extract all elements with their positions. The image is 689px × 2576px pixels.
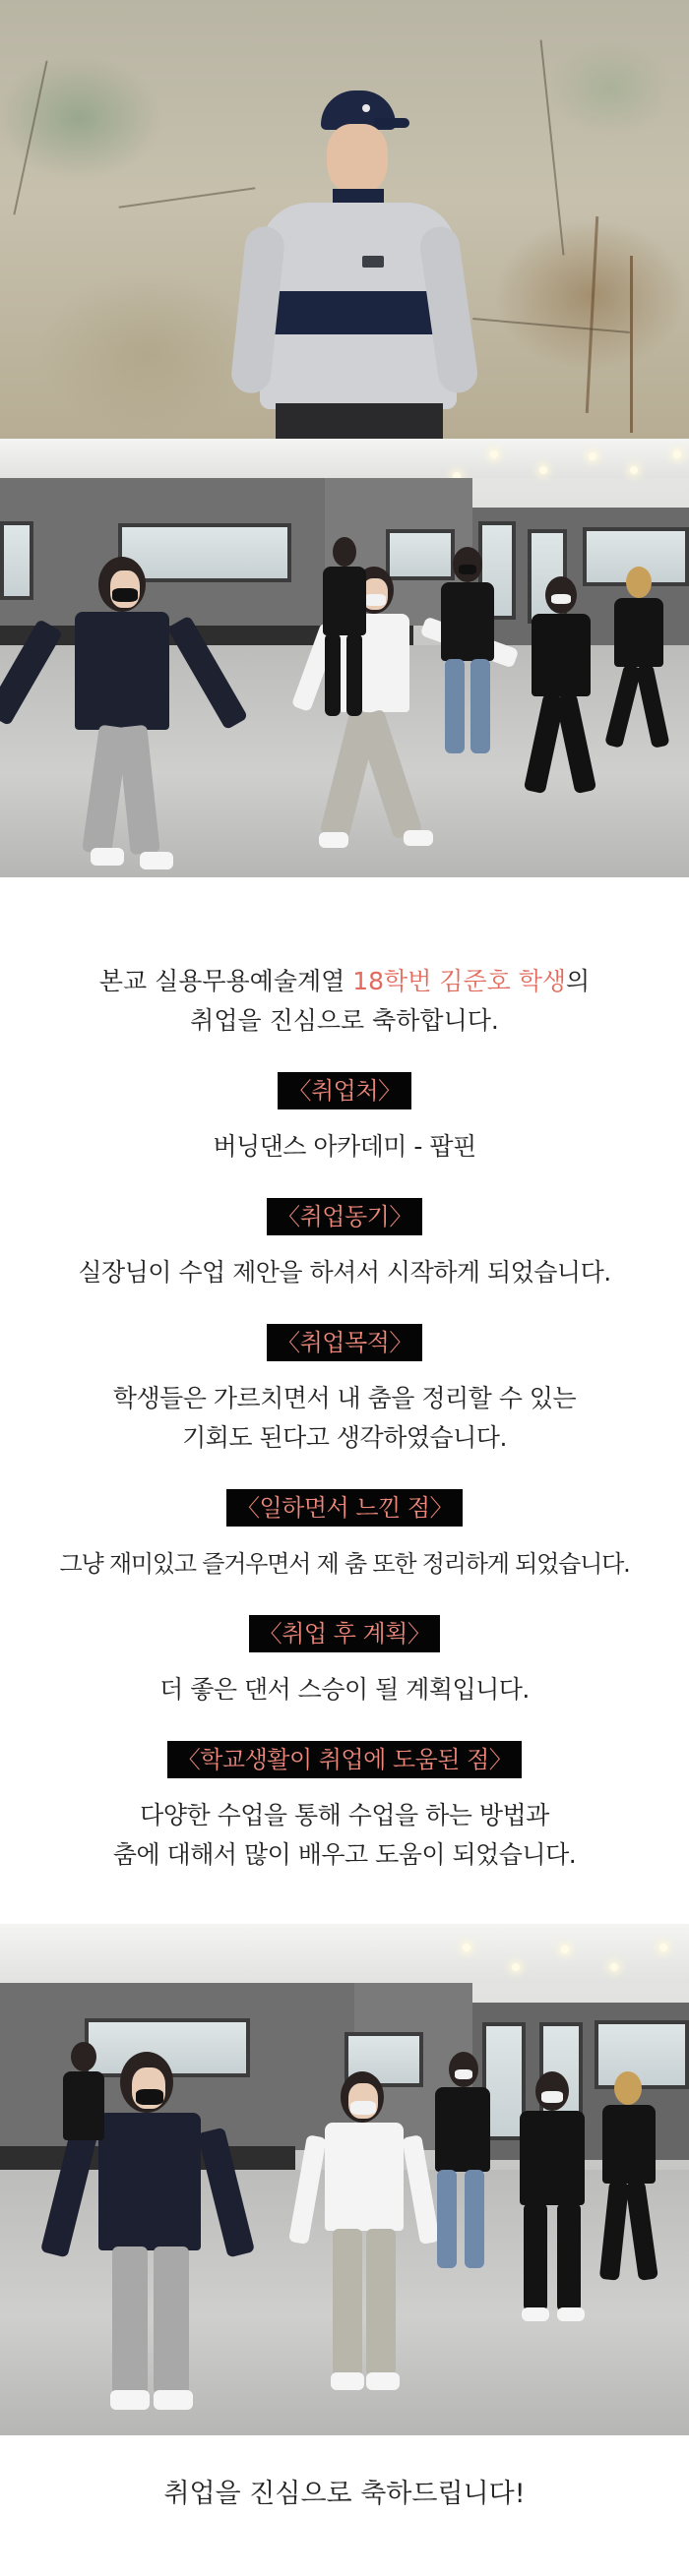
section-motivation bbox=[20, 1198, 669, 1292]
intro-text: 본교 실용무용예술계열 18학번 김준호 학생의 취업을 진심으로 축하합니다. bbox=[98, 967, 591, 1035]
section-purpose bbox=[20, 1324, 669, 1458]
section-answer: 더 좋은 댄서 스승이 될 계획입니다. bbox=[159, 1675, 530, 1704]
section-employer bbox=[20, 1072, 669, 1167]
congratulations-text bbox=[0, 877, 689, 1924]
portrait-photo bbox=[0, 0, 689, 439]
section-tag: 〈취업처〉 bbox=[278, 1072, 410, 1109]
section-answer: 학생들은 가르치면서 내 춤을 정리할 수 있는 기회도 된다고 생각하였습니다. bbox=[112, 1384, 577, 1452]
portrait-person bbox=[236, 79, 453, 439]
dance-studio-photo-1 bbox=[0, 439, 689, 877]
section-tag: 〈학교생활이 취업에 도움된 점〉 bbox=[167, 1741, 523, 1778]
dance-studio-photo-2 bbox=[0, 1924, 689, 2435]
section-answer: 실장님이 수업 제안을 하셔서 시작하게 되었습니다. bbox=[78, 1258, 611, 1287]
section-tag: 〈취업목적〉 bbox=[267, 1324, 422, 1361]
section-feelings bbox=[20, 1489, 669, 1584]
section-tag: 〈일하면서 느낀 점〉 bbox=[226, 1489, 463, 1527]
section-tag: 〈취업 후 계획〉 bbox=[249, 1615, 441, 1652]
student-highlight: 18학번 김준호 학생 bbox=[352, 967, 566, 995]
section-plans bbox=[20, 1615, 669, 1709]
section-tag: 〈취업동기〉 bbox=[267, 1198, 422, 1235]
section-school-help bbox=[20, 1741, 669, 1875]
section-answer: 다양한 수업을 통해 수업을 하는 방법과 춤에 대해서 많이 배우고 도움이 되었습니다. bbox=[112, 1801, 577, 1869]
section-answer: 그냥 재미있고 즐거우면서 제 춤 또한 정리하게 되었습니다. bbox=[59, 1550, 630, 1578]
section-answer: 버닝댄스 아카데미 - 팝핀 bbox=[213, 1132, 476, 1161]
closing-message: 취업을 진심으로 축하드립니다! bbox=[163, 2479, 526, 2509]
